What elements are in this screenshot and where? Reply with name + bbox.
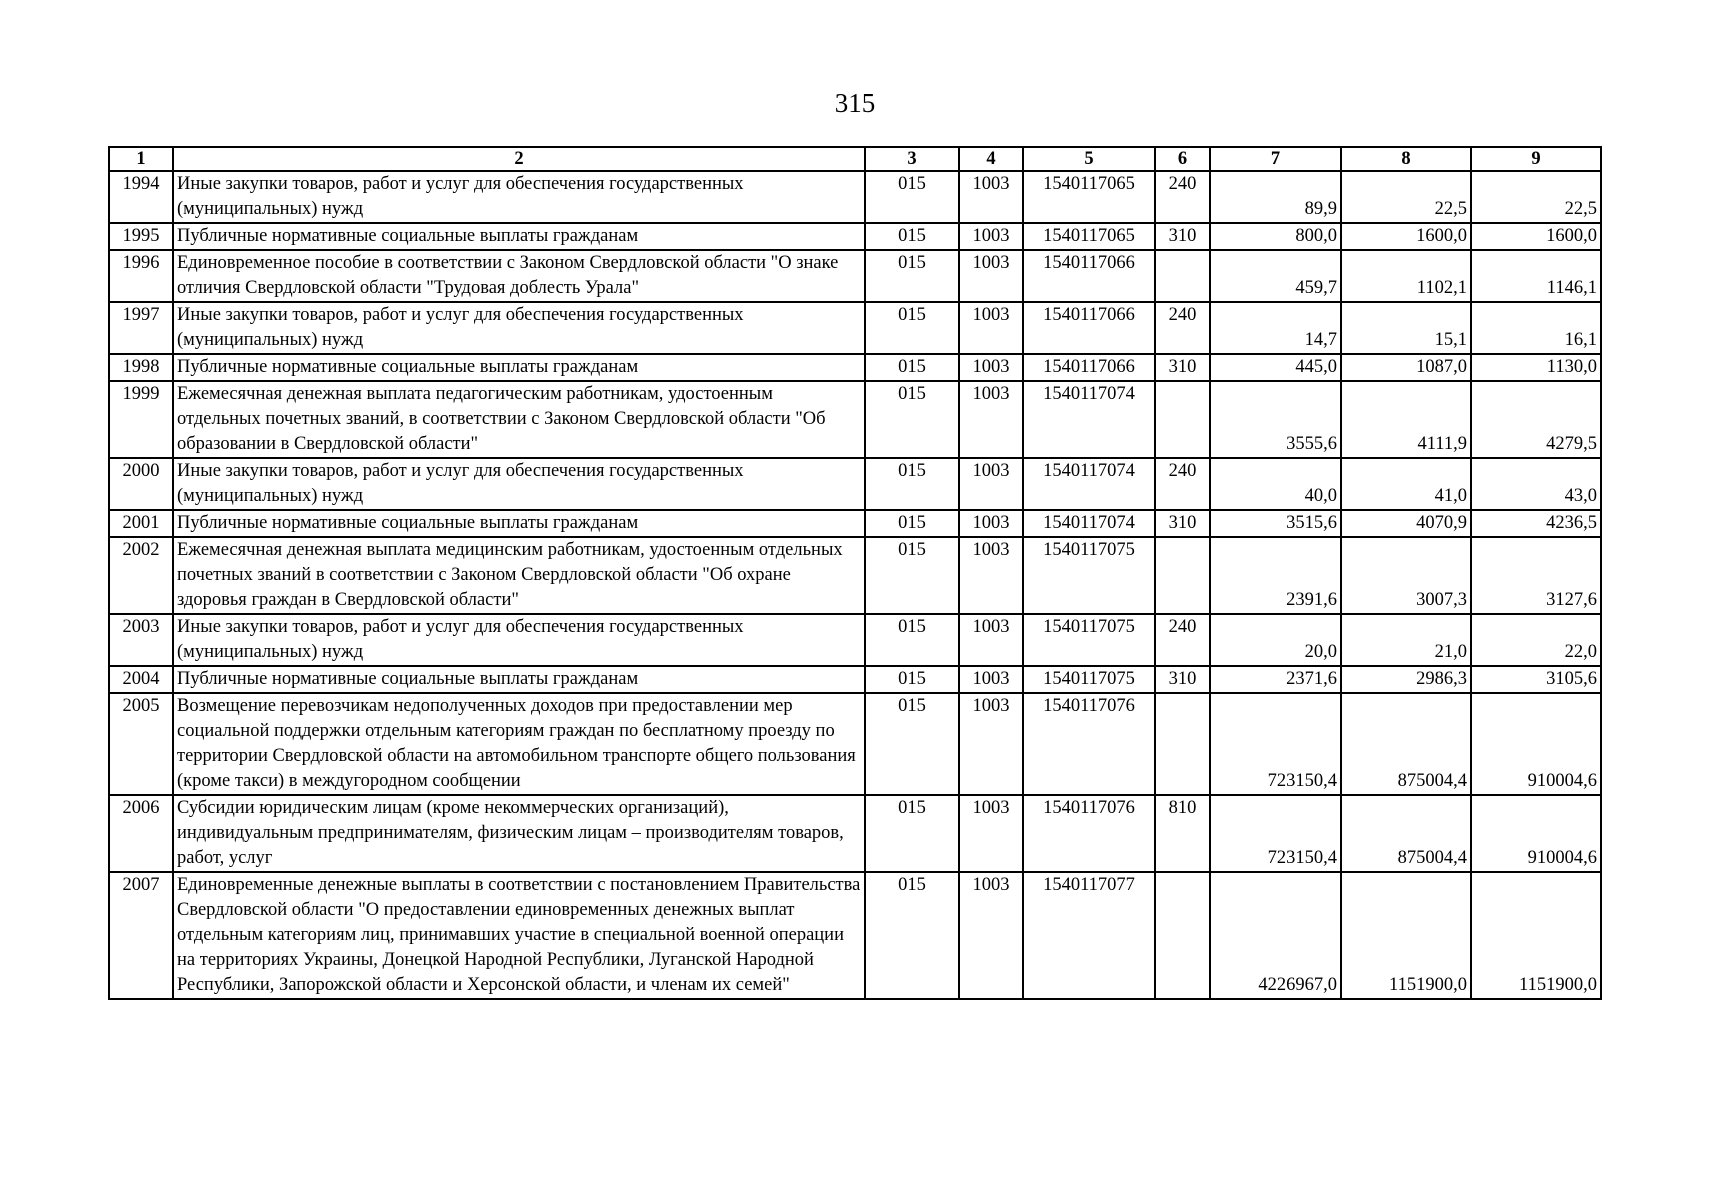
code-target-article: 1540117075: [1023, 614, 1155, 666]
row-name: Иные закупки товаров, работ и услуг для обеспечения государственных (муниципальных) нужд: [173, 171, 865, 223]
amount-col-8: 875004,4: [1341, 693, 1471, 795]
code-section: 1003: [959, 693, 1023, 795]
amount-col-7: 20,0: [1210, 614, 1341, 666]
code-expense-type: 310: [1155, 354, 1210, 381]
row-name: Единовременные денежные выплаты в соответствии с постановлением Правительства Свердловской области "О предоставлении единовременных денежных выплат отдельным категориям лиц, принимавших участие в специальной военной операции на территориях Украины, Донецкой Народной Республики, Луганской Народной Республики, Запорожской области и Херсонской области, и членам их семей": [173, 872, 865, 999]
amount-col-9: 22,0: [1471, 614, 1601, 666]
column-header: 2: [173, 147, 865, 171]
code-section: 1003: [959, 510, 1023, 537]
column-header: 8: [1341, 147, 1471, 171]
code-section: 1003: [959, 795, 1023, 872]
amount-col-8: 22,5: [1341, 171, 1471, 223]
row-number: 1997: [109, 302, 173, 354]
code-chapter: 015: [865, 510, 959, 537]
row-number: 2002: [109, 537, 173, 614]
row-number: 2006: [109, 795, 173, 872]
code-expense-type: 310: [1155, 223, 1210, 250]
amount-col-7: 723150,4: [1210, 795, 1341, 872]
row-name: Публичные нормативные социальные выплаты гражданам: [173, 666, 865, 693]
amount-col-9: 1600,0: [1471, 223, 1601, 250]
code-chapter: 015: [865, 458, 959, 510]
code-target-article: 1540117066: [1023, 302, 1155, 354]
code-expense-type: [1155, 381, 1210, 458]
row-name: Публичные нормативные социальные выплаты гражданам: [173, 223, 865, 250]
code-target-article: 1540117076: [1023, 795, 1155, 872]
amount-col-9: 1151900,0: [1471, 872, 1601, 999]
amount-col-8: 1600,0: [1341, 223, 1471, 250]
code-target-article: 1540117065: [1023, 223, 1155, 250]
table-row: [109, 872, 1601, 999]
code-section: 1003: [959, 171, 1023, 223]
row-number: 2003: [109, 614, 173, 666]
amount-col-7: 4226967,0: [1210, 872, 1341, 999]
amount-col-9: 43,0: [1471, 458, 1601, 510]
code-chapter: 015: [865, 171, 959, 223]
amount-col-8: 1087,0: [1341, 354, 1471, 381]
code-target-article: 1540117074: [1023, 381, 1155, 458]
column-header: 1: [109, 147, 173, 171]
code-section: 1003: [959, 872, 1023, 999]
row-name: Иные закупки товаров, работ и услуг для обеспечения государственных (муниципальных) нужд: [173, 302, 865, 354]
row-name: Иные закупки товаров, работ и услуг для обеспечения государственных (муниципальных) нужд: [173, 458, 865, 510]
row-number: 1996: [109, 250, 173, 302]
code-expense-type: 240: [1155, 614, 1210, 666]
code-expense-type: [1155, 872, 1210, 999]
row-number: 2005: [109, 693, 173, 795]
code-target-article: 1540117074: [1023, 510, 1155, 537]
table-row: [109, 250, 1601, 302]
row-number: 1998: [109, 354, 173, 381]
column-header: 3: [865, 147, 959, 171]
code-section: 1003: [959, 537, 1023, 614]
amount-col-8: 1151900,0: [1341, 872, 1471, 999]
amount-col-8: 15,1: [1341, 302, 1471, 354]
code-expense-type: 810: [1155, 795, 1210, 872]
table-row: [109, 510, 1601, 537]
amount-col-9: 3127,6: [1471, 537, 1601, 614]
code-section: 1003: [959, 666, 1023, 693]
column-header: 9: [1471, 147, 1601, 171]
amount-col-7: 459,7: [1210, 250, 1341, 302]
code-target-article: 1540117066: [1023, 354, 1155, 381]
code-chapter: 015: [865, 666, 959, 693]
row-number: 2000: [109, 458, 173, 510]
amount-col-8: 2986,3: [1341, 666, 1471, 693]
code-chapter: 015: [865, 614, 959, 666]
amount-col-7: 89,9: [1210, 171, 1341, 223]
code-chapter: 015: [865, 354, 959, 381]
amount-col-7: 2371,6: [1210, 666, 1341, 693]
code-chapter: 015: [865, 693, 959, 795]
code-target-article: 1540117066: [1023, 250, 1155, 302]
table-row: [109, 537, 1601, 614]
amount-col-7: 14,7: [1210, 302, 1341, 354]
code-section: 1003: [959, 381, 1023, 458]
code-chapter: 015: [865, 381, 959, 458]
row-name: Ежемесячная денежная выплата медицинским работникам, удостоенным отдельных почетных званий в соответствии с Законом Свердловской области "Об охране здоровья граждан в Свердловской области": [173, 537, 865, 614]
amount-col-7: 3515,6: [1210, 510, 1341, 537]
code-chapter: 015: [865, 795, 959, 872]
amount-col-8: 41,0: [1341, 458, 1471, 510]
amount-col-8: 21,0: [1341, 614, 1471, 666]
table-row: [109, 666, 1601, 693]
row-name: Возмещение перевозчикам недополученных доходов при предоставлении мер социальной поддержки отдельным категориям граждан по бесплатному проезду по территории Свердловской области на автомобильном транспорте общего пользования (кроме такси) в междугородном сообщении: [173, 693, 865, 795]
code-expense-type: 310: [1155, 666, 1210, 693]
row-number: 2001: [109, 510, 173, 537]
code-expense-type: [1155, 537, 1210, 614]
code-target-article: 1540117075: [1023, 537, 1155, 614]
amount-col-8: 3007,3: [1341, 537, 1471, 614]
row-number: 2004: [109, 666, 173, 693]
row-number: 1994: [109, 171, 173, 223]
code-chapter: 015: [865, 223, 959, 250]
amount-col-7: 2391,6: [1210, 537, 1341, 614]
code-expense-type: 240: [1155, 302, 1210, 354]
code-section: 1003: [959, 614, 1023, 666]
table-row: [109, 458, 1601, 510]
amount-col-9: 4236,5: [1471, 510, 1601, 537]
code-section: 1003: [959, 458, 1023, 510]
amount-col-8: 1102,1: [1341, 250, 1471, 302]
amount-col-7: 40,0: [1210, 458, 1341, 510]
code-section: 1003: [959, 354, 1023, 381]
row-name: Иные закупки товаров, работ и услуг для обеспечения государственных (муниципальных) нужд: [173, 614, 865, 666]
amount-col-9: 4279,5: [1471, 381, 1601, 458]
amount-col-9: 16,1: [1471, 302, 1601, 354]
column-header: 7: [1210, 147, 1341, 171]
row-name: Субсидии юридическим лицам (кроме некоммерческих организаций), индивидуальным предпринимателям, физическим лицам – производителям товаров, работ, услуг: [173, 795, 865, 872]
code-expense-type: 240: [1155, 458, 1210, 510]
code-section: 1003: [959, 223, 1023, 250]
code-target-article: 1540117075: [1023, 666, 1155, 693]
row-name: Публичные нормативные социальные выплаты гражданам: [173, 354, 865, 381]
amount-col-9: 910004,6: [1471, 693, 1601, 795]
table-row: [109, 302, 1601, 354]
code-target-article: 1540117076: [1023, 693, 1155, 795]
row-number: 1999: [109, 381, 173, 458]
code-section: 1003: [959, 250, 1023, 302]
code-expense-type: [1155, 693, 1210, 795]
amount-col-7: 800,0: [1210, 223, 1341, 250]
amount-col-9: 22,5: [1471, 171, 1601, 223]
column-header: 5: [1023, 147, 1155, 171]
column-header: 4: [959, 147, 1023, 171]
code-expense-type: 310: [1155, 510, 1210, 537]
column-header: 6: [1155, 147, 1210, 171]
amount-col-8: 4070,9: [1341, 510, 1471, 537]
table-row: [109, 795, 1601, 872]
code-chapter: 015: [865, 250, 959, 302]
amount-col-9: 3105,6: [1471, 666, 1601, 693]
code-expense-type: [1155, 250, 1210, 302]
row-number: 2007: [109, 872, 173, 999]
budget-table: [108, 146, 1602, 1000]
row-name: Ежемесячная денежная выплата педагогическим работникам, удостоенным отдельных почетных званий, в соответствии с Законом Свердловской области "Об образовании в Свердловской области": [173, 381, 865, 458]
table-row: [109, 354, 1601, 381]
code-target-article: 1540117077: [1023, 872, 1155, 999]
amount-col-7: 723150,4: [1210, 693, 1341, 795]
code-expense-type: 240: [1155, 171, 1210, 223]
table-row: [109, 171, 1601, 223]
table-row: [109, 381, 1601, 458]
amount-col-9: 1146,1: [1471, 250, 1601, 302]
amount-col-8: 4111,9: [1341, 381, 1471, 458]
code-target-article: 1540117065: [1023, 171, 1155, 223]
code-section: 1003: [959, 302, 1023, 354]
amount-col-9: 1130,0: [1471, 354, 1601, 381]
table-row: [109, 614, 1601, 666]
row-name: Единовременное пособие в соответствии с Законом Свердловской области "О знаке отличия Свердловской области "Трудовая доблесть Урала": [173, 250, 865, 302]
code-target-article: 1540117074: [1023, 458, 1155, 510]
table-row: [109, 693, 1601, 795]
row-number: 1995: [109, 223, 173, 250]
code-chapter: 015: [865, 302, 959, 354]
page-number: 315: [834, 88, 876, 118]
amount-col-9: 910004,6: [1471, 795, 1601, 872]
row-name: Публичные нормативные социальные выплаты гражданам: [173, 510, 865, 537]
code-chapter: 015: [865, 537, 959, 614]
amount-col-8: 875004,4: [1341, 795, 1471, 872]
amount-col-7: 3555,6: [1210, 381, 1341, 458]
table-row: [109, 223, 1601, 250]
table-body: [109, 171, 1601, 999]
header-row: [109, 147, 1601, 171]
code-chapter: 015: [865, 872, 959, 999]
amount-col-7: 445,0: [1210, 354, 1341, 381]
